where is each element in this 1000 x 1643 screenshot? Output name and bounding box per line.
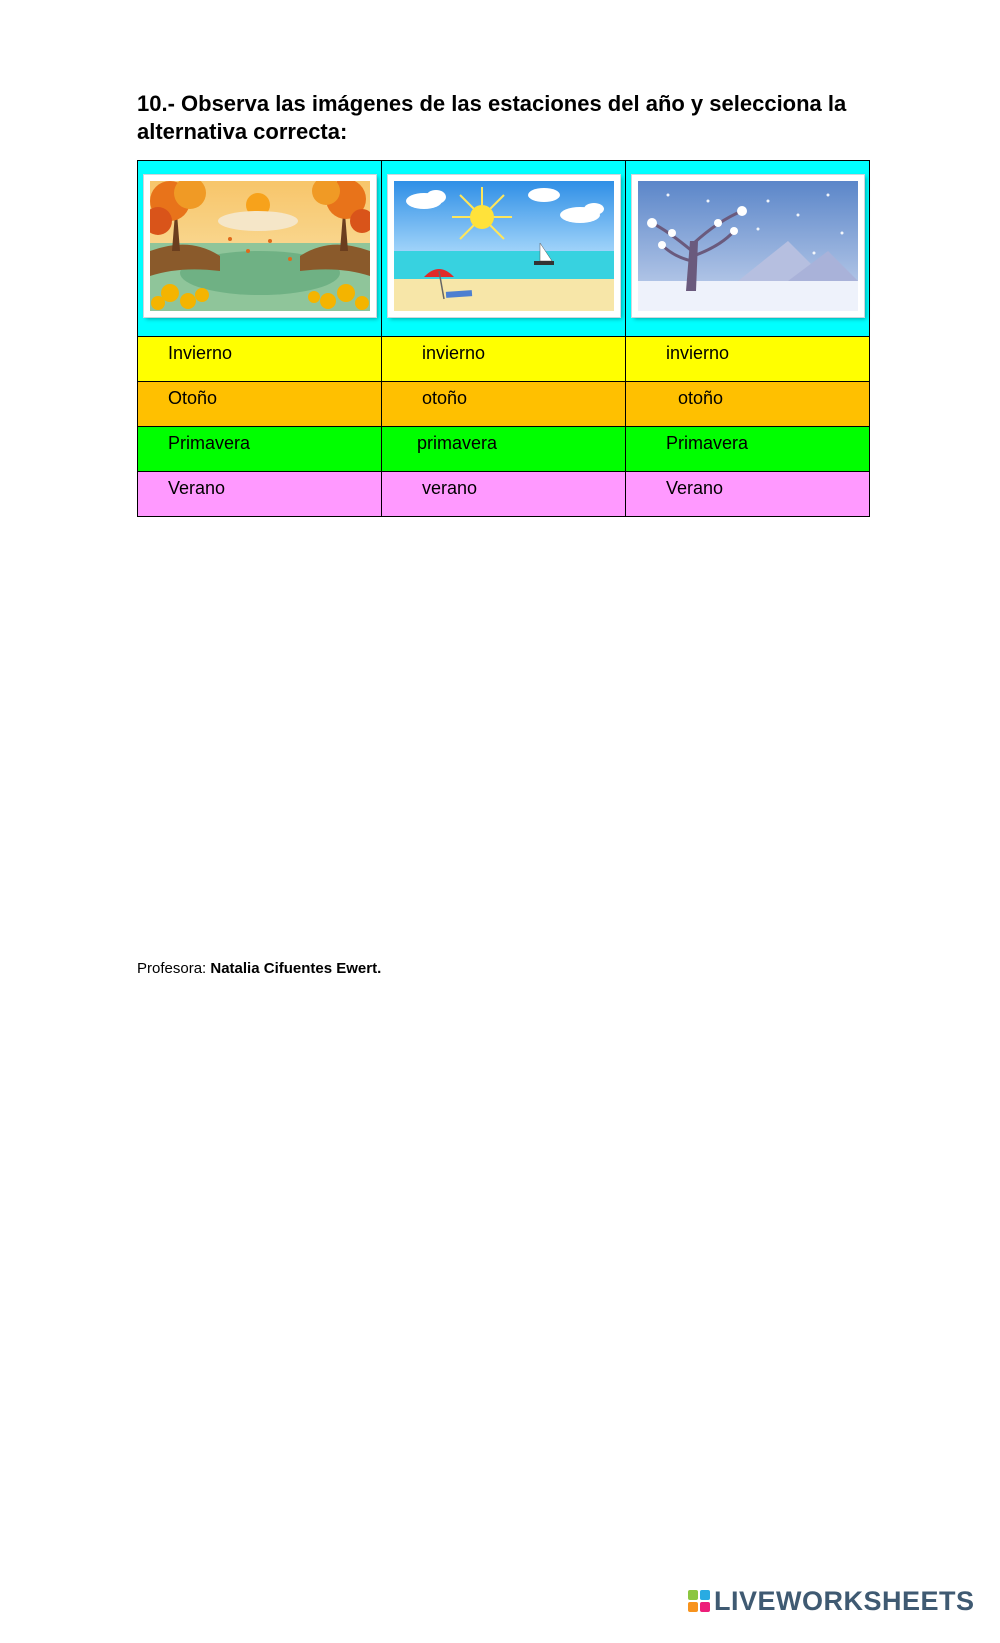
option-label: otoño [678, 388, 724, 408]
option-cell[interactable] [626, 337, 870, 382]
autumn-landscape-icon [150, 181, 370, 311]
option-label: Verano [666, 478, 724, 498]
option-label: Primavera [168, 433, 251, 453]
option-row-invierno [138, 337, 870, 382]
summer-beach-icon [394, 181, 614, 311]
autumn-picture [144, 175, 376, 317]
liveworksheets-brand[interactable] [688, 1583, 975, 1619]
image-cell-summer [382, 161, 626, 337]
option-cell[interactable] [138, 472, 382, 517]
teacher-label: Profesora: [137, 960, 207, 977]
images-row [138, 161, 870, 337]
teacher-credit [137, 960, 381, 977]
option-cell[interactable] [382, 382, 626, 427]
option-label: invierno [422, 343, 486, 363]
liveworksheets-logo-icon [688, 1590, 710, 1612]
option-label: otoño [422, 388, 468, 408]
image-cell-autumn [138, 161, 382, 337]
winter-picture [632, 175, 864, 317]
image-cell-winter [626, 161, 870, 337]
option-row-primavera [138, 427, 870, 472]
option-cell[interactable] [626, 472, 870, 517]
teacher-name: Natalia Cifuentes Ewert. [210, 960, 382, 977]
option-cell[interactable] [138, 427, 382, 472]
brand-text: LIVEWORKSHEETS [714, 1585, 975, 1616]
option-label: verano [422, 478, 478, 498]
option-cell[interactable] [138, 337, 382, 382]
option-cell[interactable] [626, 382, 870, 427]
summer-picture [388, 175, 620, 317]
option-cell[interactable] [138, 382, 382, 427]
option-cell[interactable] [382, 472, 626, 517]
seasons-table [137, 160, 870, 517]
option-row-verano [138, 472, 870, 517]
option-label: invierno [666, 343, 730, 363]
option-label: primavera [417, 433, 498, 453]
option-cell[interactable] [626, 427, 870, 472]
option-label: Otoño [168, 388, 218, 408]
option-label: Primavera [666, 433, 749, 453]
option-row-otono [138, 382, 870, 427]
winter-snow-tree-icon [638, 181, 858, 311]
option-label: Verano [168, 478, 226, 498]
option-cell[interactable] [382, 427, 626, 472]
option-label: Invierno [168, 343, 233, 363]
question-title: 10.- Observa las imágenes de las estaciones del año y selecciona la alternativa correcta: [137, 91, 847, 144]
option-cell[interactable] [382, 337, 626, 382]
